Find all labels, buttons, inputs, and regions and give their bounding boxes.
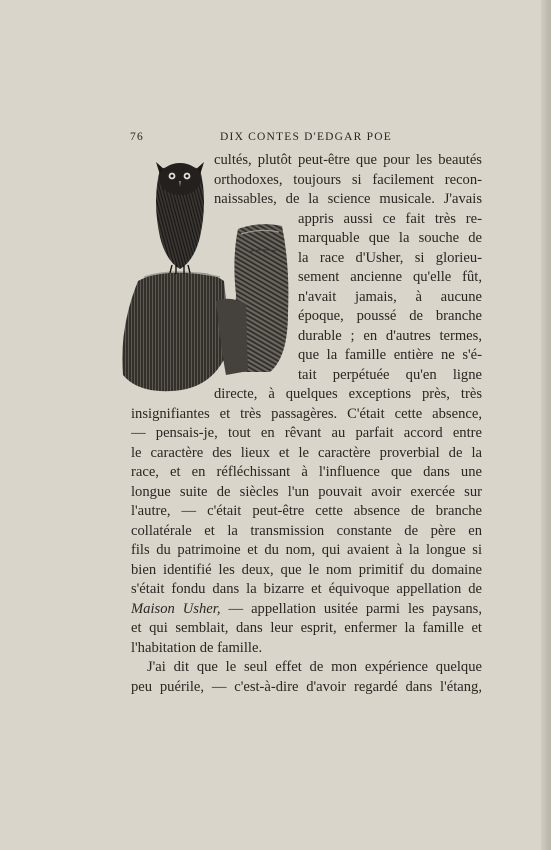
text-line: s'était fondu dans la bizarre et équivoque appellation de	[131, 581, 482, 597]
page-header	[130, 131, 482, 145]
text-line: le caractère des lieux et le caractère proverbial de la	[131, 444, 482, 461]
text-line: J'ai dit que le seul effet de mon expérience quelque	[147, 659, 482, 675]
italic-phrase: Maison Usher,	[131, 600, 221, 617]
text-line: sement ancienne qu'elle fût,	[298, 269, 482, 285]
text-line: peu puérile, — c'est-à-dire d'avoir regardé dans l'étang,	[131, 678, 482, 695]
text-line: tait perpétuée qu'en ligne	[298, 366, 482, 383]
text-line: collatérale et la transmission constante de père en	[131, 522, 482, 539]
text-line: cultés, plutôt peut-être que pour les beautés	[214, 152, 482, 168]
text-line: que la famille entière ne s'é-	[298, 347, 482, 363]
text-line: et qui semblait, dans leur esprit, enfermer la famille et	[131, 620, 482, 636]
text-line-rest: — appellation usitée parmi les paysans,	[228, 600, 482, 617]
text-line: appris aussi ce fait très re-	[298, 210, 482, 227]
page-number: 76	[130, 131, 144, 143]
page-edge	[541, 0, 551, 850]
running-title: DIX CONTES D'EDGAR POE	[220, 131, 392, 143]
text-line: n'avait jamais, à aucune	[298, 288, 482, 305]
text-line: fils du patrimoine et du nom, qui avaient à la longue si	[131, 542, 482, 558]
text-line: naissables, de la science musicale. J'avais	[214, 191, 482, 207]
text-line: marquable que la souche de	[298, 230, 482, 246]
text-line: orthodoxes, toujours si facilement recon-	[214, 171, 482, 188]
text-line: la race d'Usher, si glorieu-	[298, 249, 482, 266]
text-line: directe, à quelques exceptions près, très	[214, 386, 482, 402]
text-line: — pensais-je, tout en rêvant au parfait accord entre	[131, 425, 482, 441]
text-line: l'autre, — c'était peut-être cette absence de branche	[131, 503, 482, 519]
text-line: durable ; en d'autres termes,	[298, 327, 482, 344]
text-line: insignifiantes et très passagères. C'était cette absence,	[131, 405, 482, 422]
text-line: race, et en réfléchissant à l'influence que dans une	[131, 464, 482, 480]
text-line: l'habitation de famille.	[131, 639, 263, 656]
text-line-maison-usher	[131, 600, 482, 620]
text-line: bien identifié les deux, que le nom primitif du domaine	[131, 561, 482, 578]
text-line: époque, poussé de branche	[298, 308, 482, 324]
text-line: longue suite de siècles l'un pouvait avoir exercée sur	[131, 483, 482, 500]
